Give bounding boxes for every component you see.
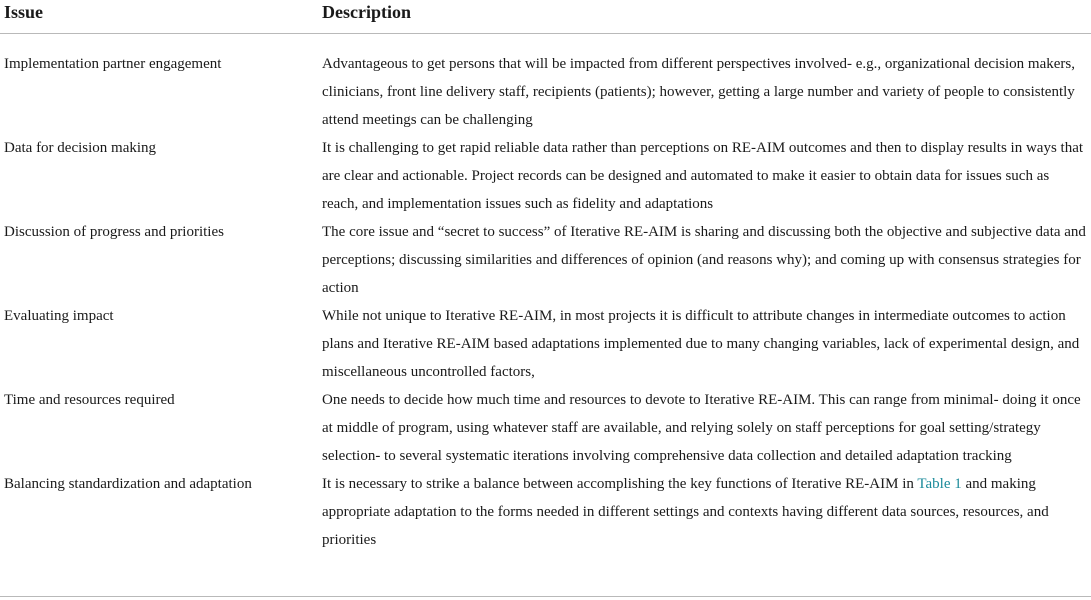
row-description: It is challenging to get rapid reliable data rather than perceptions on RE-AIM outcomes and then to display results in ways that are clear and actionable. Project records can be designed and automated to make it easier to obtain data for issues such as reach, and implementation issues such as fidelity and adaptations <box>322 140 1084 212</box>
row-issue: Implementation partner engagement <box>4 56 222 72</box>
table-row <box>0 470 1091 554</box>
row-description <box>322 470 1088 554</box>
row-description: The core issue and “secret to success” of Iterative RE-AIM is sharing and discussing both the objective and subjective data and perceptions; discussing similarities and differences of opinion (and reasons why); and coming up with consensus strategies for action <box>322 224 1086 296</box>
table-row <box>0 134 1091 218</box>
row-description: While not unique to Iterative RE-AIM, in most projects it is difficult to attribute changes in intermediate outcomes to action plans and Iterative RE-AIM based adaptations implemented due to many changing variables, lack of experimental design, and miscellaneous uncontrolled factors, <box>322 308 1080 380</box>
table-1-link[interactable]: Table 1 <box>917 476 962 492</box>
header-description: Description <box>322 2 411 22</box>
row-issue: Data for decision making <box>4 140 157 156</box>
table-row <box>0 302 1091 386</box>
table-bottom-rule <box>0 596 1091 597</box>
table-body <box>0 50 1091 554</box>
description-text-before: It is necessary to strike a balance between accomplishing the key functions of Iterative RE-AIM in <box>322 476 918 492</box>
row-issue: Balancing standardization and adaptation <box>4 476 252 492</box>
row-description: Advantageous to get persons that will be impacted from different perspectives involved- e.g., organizational decision makers, clinicians, front line delivery staff, recipients (patients); however, getting a large number and variety of people to consistently attend meetings can be challenging <box>322 56 1075 128</box>
description-text-after: and making appropriate adaptation to the forms needed in different settings and contexts having different data sources, resources, and priorities <box>322 476 1049 548</box>
header-issue: Issue <box>4 2 44 22</box>
row-issue: Time and resources required <box>4 392 175 408</box>
row-description: One needs to decide how much time and resources to devote to Iterative RE-AIM. This can range from minimal- doing it once at middle of program, using whatever staff are available, and relying solely on staff perceptions for goal setting/strategy selection- to several systematic iterations involving comprehensive data collection and detailed adaptation tracking <box>322 392 1081 464</box>
row-issue: Evaluating impact <box>4 308 114 324</box>
row-issue: Discussion of progress and priorities <box>4 224 224 240</box>
table-row <box>0 386 1091 470</box>
table-row <box>0 50 1091 134</box>
table-row <box>0 218 1091 302</box>
table-header <box>0 0 1091 34</box>
